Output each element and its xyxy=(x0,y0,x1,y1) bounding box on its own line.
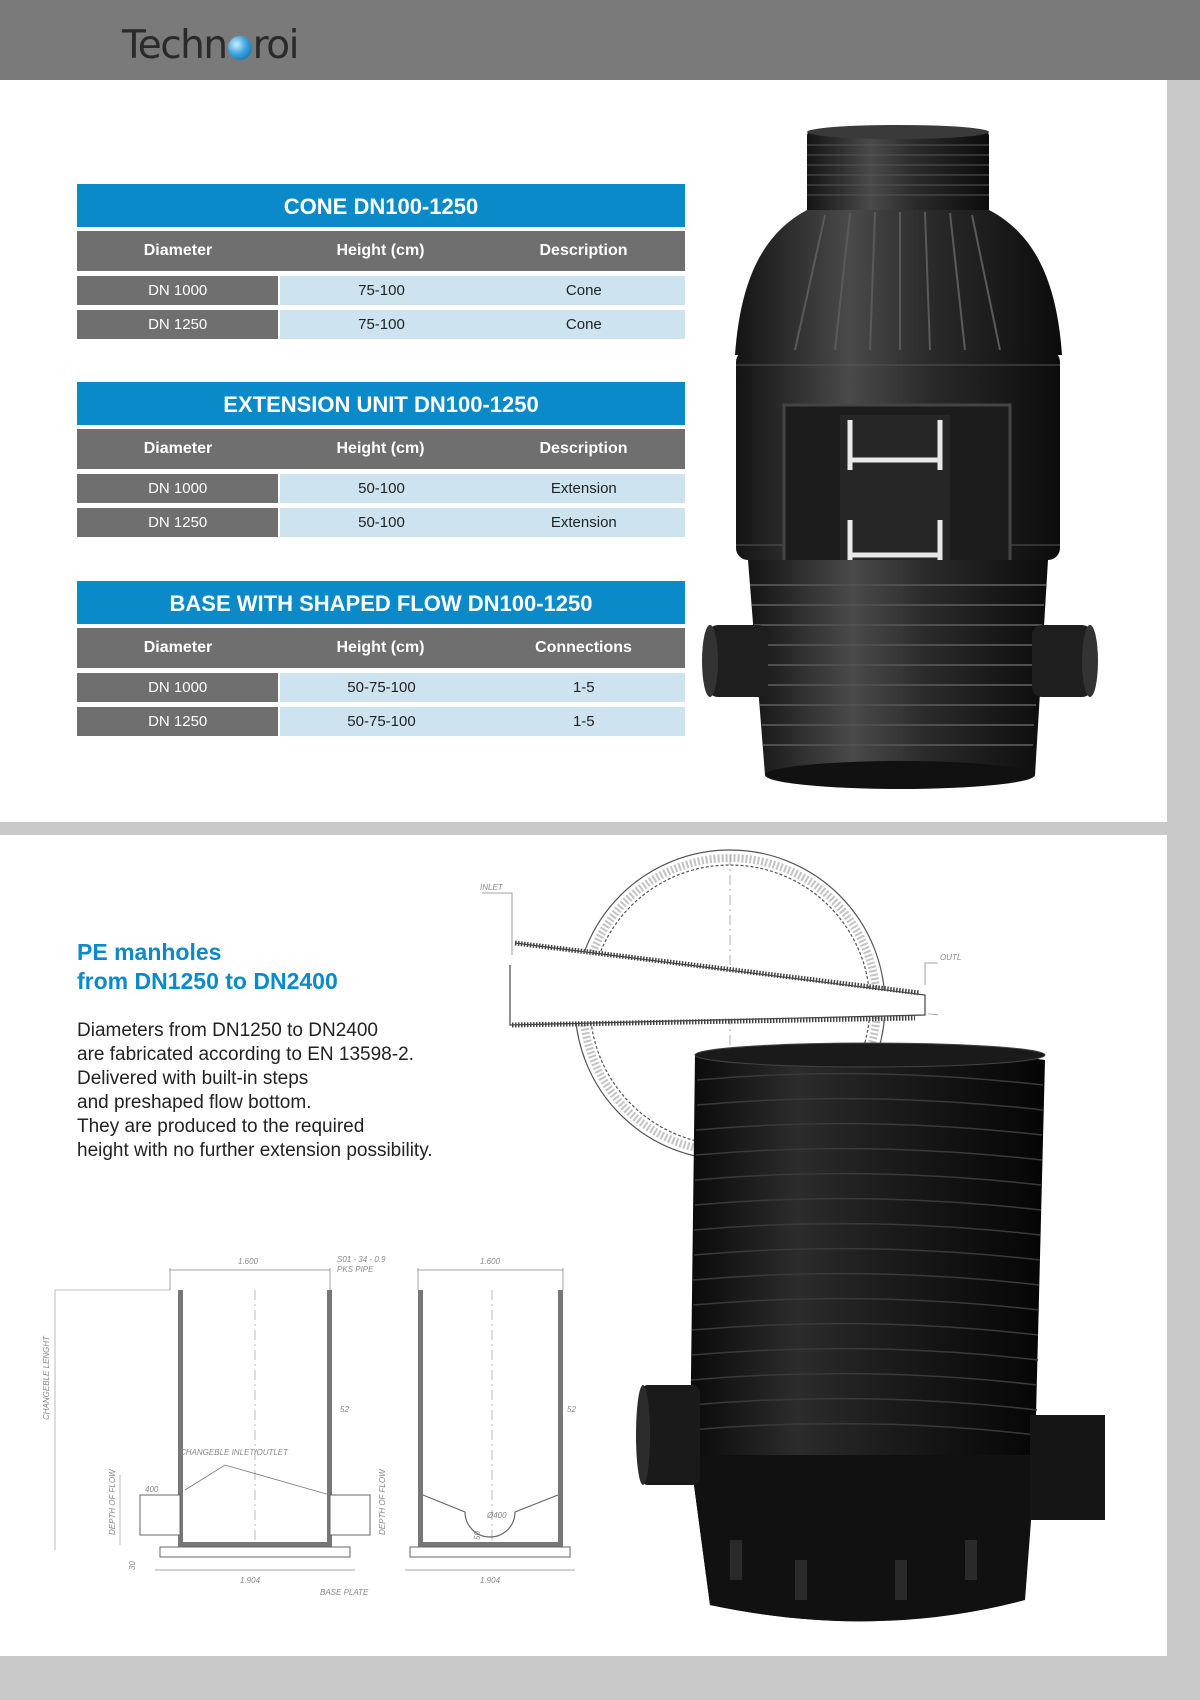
table-title: BASE WITH SHAPED FLOW DN100-1250 xyxy=(77,581,685,624)
base-thickness-label: 50 xyxy=(473,1531,482,1540)
flow-radius-label: Ø400 xyxy=(487,1511,507,1520)
table-cell: DN 1250 xyxy=(77,508,278,537)
table-cell: 75-100 xyxy=(278,276,482,305)
extension-unit-table xyxy=(77,382,685,537)
description-line: are fabricated according to EN 13598-2. xyxy=(77,1044,414,1065)
depth-of-flow-label: DEPTH OF FLOW xyxy=(108,1469,117,1535)
table-header-row xyxy=(77,429,685,469)
wall-thickness-label: 52 xyxy=(567,1405,576,1414)
table-cell: DN 1000 xyxy=(77,474,278,503)
changeable-length-label: CHANGEBLE LENGHT xyxy=(42,1335,51,1420)
header-bar xyxy=(0,0,1200,80)
description-line: and preshaped flow bottom. xyxy=(77,1092,312,1113)
table-title: EXTENSION UNIT DN100-1250 xyxy=(77,382,685,425)
modular-manhole-image xyxy=(700,125,1100,795)
table-cell: DN 1000 xyxy=(77,276,278,305)
column-header: Height (cm) xyxy=(336,440,425,457)
table-header-row xyxy=(77,231,685,271)
table-row xyxy=(77,474,685,503)
column-header: Diameter xyxy=(143,639,213,656)
base-plate-label: BASE PLATE xyxy=(320,1588,369,1597)
inlet-label: INLET xyxy=(480,883,503,892)
section-drawings xyxy=(42,1250,595,1610)
changeable-inlet-label: CHANGEBLE INLET/OUTLET xyxy=(180,1448,289,1457)
column-header: Description xyxy=(539,440,628,457)
outlet-label: OUTL xyxy=(940,953,962,962)
table-row xyxy=(77,673,685,702)
table-cell: 75-100 xyxy=(278,310,482,339)
table-title: CONE DN100-1250 xyxy=(77,184,685,227)
table-cell: 50-100 xyxy=(278,474,482,503)
table-cell: DN 1250 xyxy=(77,310,278,339)
width-top-label: 1.600 xyxy=(480,1257,501,1266)
headline-line: PE manholes xyxy=(77,939,222,965)
description-line: height with no further extension possibility. xyxy=(77,1140,433,1161)
column-header: Connections xyxy=(535,639,632,656)
pipe-note-2: PKS PIPE xyxy=(337,1265,374,1274)
column-header: Height (cm) xyxy=(336,242,425,259)
globe-icon xyxy=(228,36,252,60)
table-cell: Extension xyxy=(483,474,685,503)
table-row xyxy=(77,276,685,305)
base-shaped-flow-table xyxy=(77,581,685,736)
section-headline xyxy=(77,938,338,996)
description-line: They are produced to the required xyxy=(77,1116,365,1137)
column-header: Diameter xyxy=(143,440,213,457)
table-row xyxy=(77,310,685,339)
table-cell: 1-5 xyxy=(483,707,685,736)
depth-of-flow-label: DEPTH OF FLOW xyxy=(378,1469,387,1535)
table-row xyxy=(77,508,685,537)
width-top-label: 1.600 xyxy=(238,1257,259,1266)
table-header-row xyxy=(77,628,685,668)
pipe-note-1: S01 - 34 - 0.9 xyxy=(337,1255,386,1264)
table-cell: 50-75-100 xyxy=(278,673,482,702)
table-cell: Extension xyxy=(483,508,685,537)
table-cell: DN 1000 xyxy=(77,673,278,702)
table-cell: Cone xyxy=(483,310,685,339)
table-row xyxy=(77,707,685,736)
column-header: Height (cm) xyxy=(336,639,425,656)
technoroi-logo: Techn roi xyxy=(122,23,298,68)
table-cell: Cone xyxy=(483,276,685,305)
table-cell: 50-100 xyxy=(278,508,482,537)
description-line: Delivered with built-in steps xyxy=(77,1068,309,1089)
table-cell: 50-75-100 xyxy=(278,707,482,736)
headline-line: from DN1250 to DN2400 xyxy=(77,968,338,994)
table-cell: 1-5 xyxy=(483,673,685,702)
description-line: Diameters from DN1250 to DN2400 xyxy=(77,1020,378,1041)
width-bottom-label: 1.904 xyxy=(240,1576,261,1585)
pe-manhole-image xyxy=(635,1040,1115,1640)
table-cell: DN 1250 xyxy=(77,707,278,736)
wall-thickness-label: 52 xyxy=(340,1405,349,1414)
column-header: Description xyxy=(539,242,628,259)
width-bottom-label: 1.904 xyxy=(480,1576,501,1585)
bottom-thickness-label: 30 xyxy=(128,1561,137,1570)
column-header: Diameter xyxy=(143,242,213,259)
section-description xyxy=(77,1019,433,1163)
pipe-size-label: 400 xyxy=(145,1485,159,1494)
cone-table xyxy=(77,184,685,339)
